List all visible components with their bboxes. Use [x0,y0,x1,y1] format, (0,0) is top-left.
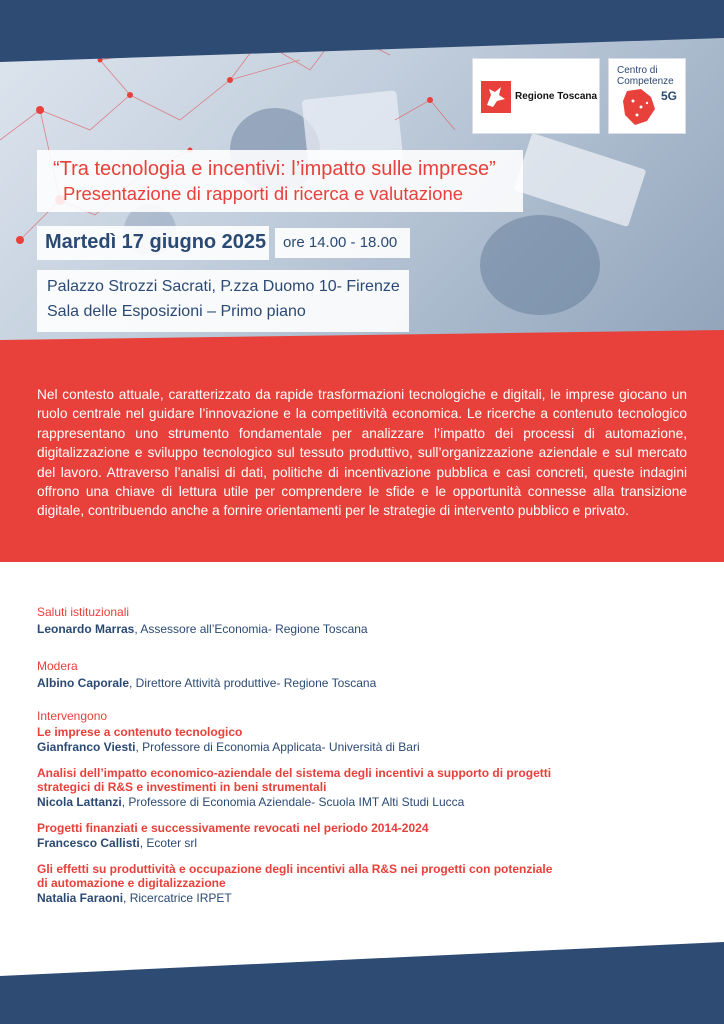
program-section [37,604,697,907]
talk-speaker: Nicola Lattanzi, Professore di Economia Aziendale- Scuola IMT Alti Studi Lucca [37,795,465,809]
pegasus-icon [481,81,511,113]
talk-title: Progetti finanziati e successivamente revocati nel periodo 2014-2024 [37,821,429,835]
hero-section [0,0,724,360]
centro-competenze-5g-logo [608,58,686,134]
intro-paragraph: Nel contesto attuale, caratterizzato da rapide trasformazioni tecnologiche e digitali, le imprese giocano un ruolo centrale nel guidare l’innovazione e la competitività economica. Le ricerche a contenuto tecnologico rappresentano uno strumento fondamentale per analizzare l’impatto dei processi di automazione, digitalizzazione e sviluppo tecnologico sul tessuto produttivo, sull’organizzazione aziendale e sul mercato del lavoro. Attraverso l’analisi di dati, politiche di incentivazione pubblica e casi concreti, queste indagini offrono una chiave di lettura utile per comprendere le sfide e le opportunità connesse alla transizione digitale, contribuendo anche a fornire orientamenti per le strategie di intervento pubblico e privato. [37,387,687,519]
talk-title: Gli effetti su produttività e occupazione degli incentivi alla R&S nei progetti con potenziale [37,862,553,876]
venue-room: Sala delle Esposizioni – Primo piano [47,303,306,320]
event-time: ore 14.00 - 18.00 [283,234,398,251]
time-box [275,228,410,258]
tuscany-map-icon [619,87,659,127]
talk-title: Le imprese a contenuto tecnologico [37,725,243,739]
talk-speaker: Natalia Faraoni, Ricercatrice IRPET [37,891,232,905]
venue-box [37,270,409,332]
title-box [37,150,523,212]
talk-title-cont: di automazione e digitalizzazione [37,876,226,890]
greetings-speaker: Leonardo Marras, Assessore all’Economia- Regione Toscana [37,622,368,636]
talk-title: Analisi dell’impatto economico-aziendale del sistema degli incentivi a supporto di progetti [37,766,552,780]
event-subtitle: Presentazione di rapporti di ricerca e valutazione [63,183,464,204]
speakers-label: Intervengono [37,709,108,723]
5g-label: 5G [661,89,678,103]
venue-address: Palazzo Strozzi Sacrati, P.zza Duomo 10- Firenze [47,278,400,295]
top-navy-band [0,0,724,62]
centro-competenze-text: Centro di Competenze [617,65,674,87]
moderator-speaker: Albino Caporale, Direttore Attività produttive- Regione Toscana [37,676,377,690]
talk-title-cont: strategici di R&S e investimenti in beni strumentali [37,780,327,794]
regione-toscana-name: Regione Toscana [515,91,598,102]
moderator-label: Modera [37,659,78,673]
event-title: “Tra tecnologia e incentivi: l’impatto sulle imprese” [53,158,496,180]
regione-toscana-logo [472,58,600,134]
event-date: Martedì 17 giugno 2025 [45,231,267,253]
talk-speaker: Francesco Callisti, Ecoter srl [37,836,198,850]
date-box [37,226,269,260]
bottom-navy-band [0,942,724,1024]
greetings-label: Saluti istituzionali [37,605,130,619]
talk-speaker: Gianfranco Viesti, Professore di Economia Applicata- Università di Bari [37,740,420,754]
